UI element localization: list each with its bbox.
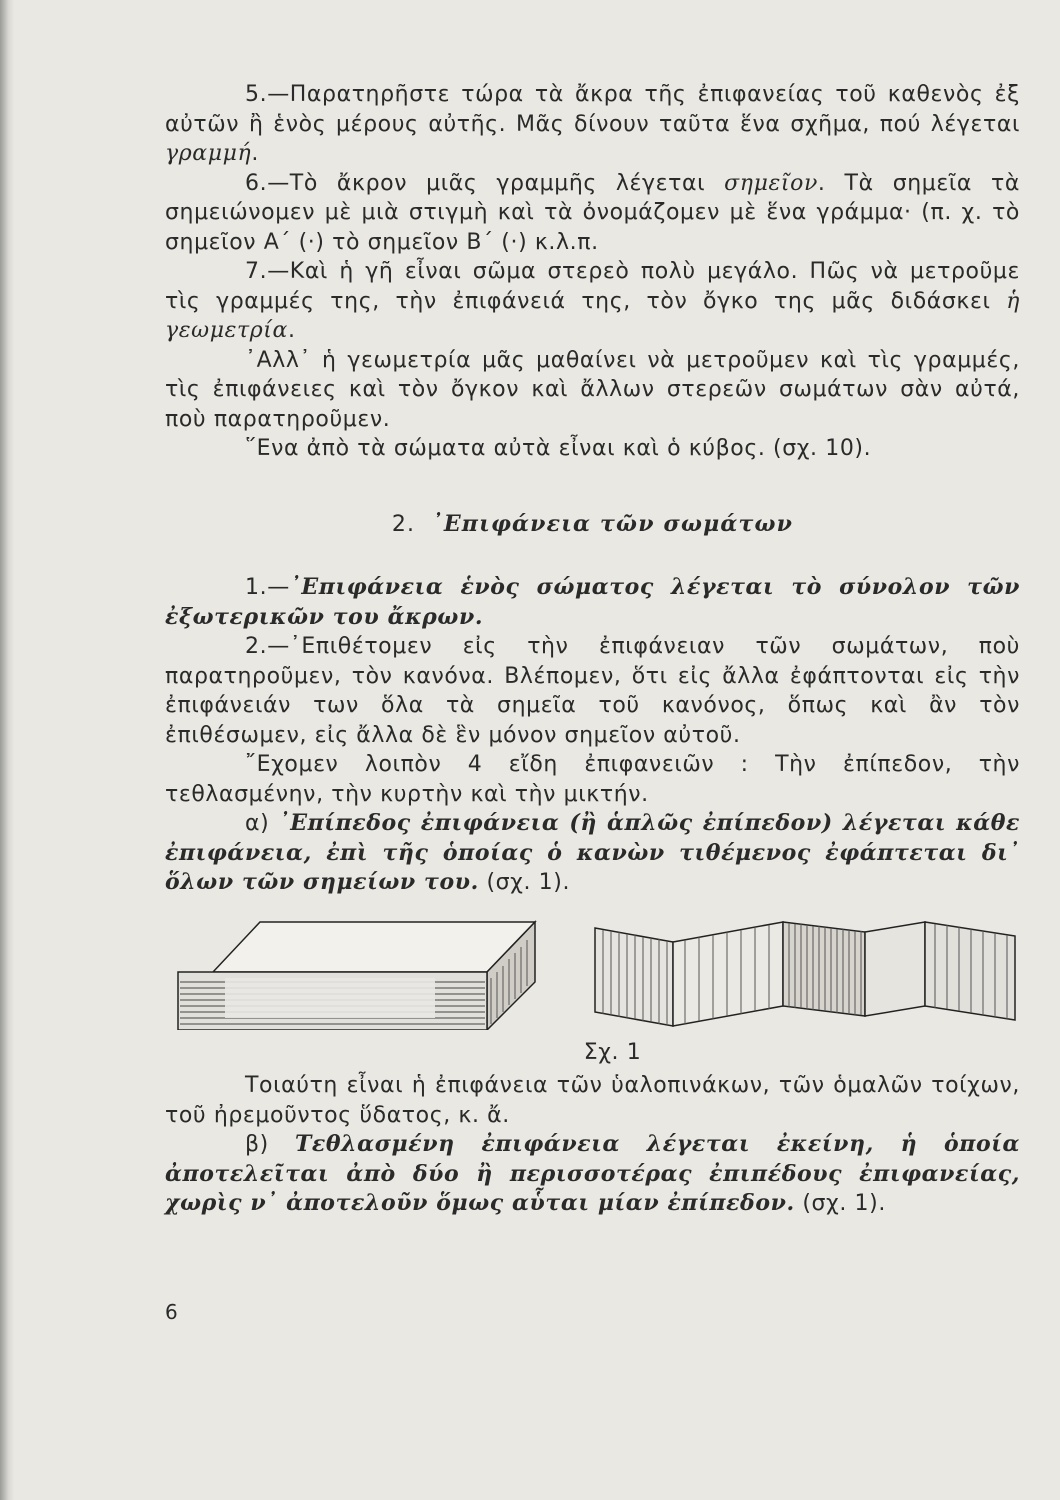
term-line: γραμμή bbox=[165, 141, 252, 166]
term-geometry: ἡ γεωμετρία bbox=[165, 288, 1020, 343]
paragraph-5-text: 5.—Παρατηρῆστε τώρα τὰ ἄκρα τῆς ἐπιφανείας τοῦ καθενὸς ἐξ αὐτῶν ἢ ἑνὸς μέρους αὐτῆς. Μᾶς δίνουν ταῦτα ἕνα σχῆμα, πού λέγεται bbox=[165, 82, 1020, 137]
paragraph-7-text: 7.—Καὶ ἡ γῆ εἶναι σῶμα στερεὸ πολὺ μεγάλο. Πῶς νὰ μετροῦμε τὶς γραμμές της, τὴν ἐπιφάνειά της, τὸν ὄγκο της μᾶς διδάσκει bbox=[165, 259, 1020, 314]
paragraph-examples: Τοιαύτη εἶναι ἡ ἐπιφάνεια τῶν ὑαλοπινάκων, τῶν ὁμαλῶν τοίχων, τοῦ ἠρεμοῦντος ὕδατος, κ. ἄ. bbox=[165, 1073, 1020, 1128]
definition-plane-text: ᾿Επίπεδος ἐπιφάνεια (ἢ ἁπλῶς ἐπίπεδον) λέγεται κάθε ἐπιφάνεια, ἐπὶ τῆς ὁποίας ὁ κανὼν τιθέμενος ἐφάπτεται δι᾿ ὅλων τῶν σημείων του. bbox=[165, 810, 1020, 895]
section-heading bbox=[165, 510, 1020, 540]
definition-plane-ref: (σχ. 1). bbox=[478, 870, 571, 895]
definition-folded-label: β) bbox=[245, 1132, 295, 1157]
definition-folded bbox=[165, 1130, 1020, 1219]
figure-1-caption: Σχ. 1 bbox=[583, 1039, 642, 1065]
paragraph-surface-kinds: ῎Εχομεν λοιπὸν 4 εἴδη ἐπιφανειῶν : Τὴν ἐπίπεδον, τὴν τεθλασμένην, τὴν κυρτὴν καὶ τὴν μικτήν. bbox=[165, 752, 1020, 807]
definition-plane bbox=[165, 809, 1020, 898]
definition-folded-ref: (σχ. 1). bbox=[794, 1191, 886, 1216]
page-body bbox=[165, 80, 1020, 1219]
paragraph-6-text: 6.—Τὸ ἄκρον μιᾶς γραμμῆς λέγεται bbox=[245, 170, 725, 196]
definition-plane-label: α) bbox=[245, 811, 279, 836]
folded-surface-illustration bbox=[595, 922, 1015, 1026]
paragraph-8: ᾿Αλλ᾿ ἡ γεωμετρία μᾶς μαθαίνει νὰ μετροῦμεν καὶ τὶς γραμμές, τὶς ἐπιφάνειες καὶ τὸν ὄγκον καὶ ἄλλων στερεῶν σωμάτων σὰν αὐτά, ποὺ παρατηροῦμεν. bbox=[165, 347, 1020, 432]
flat-slab-illustration bbox=[178, 922, 535, 1030]
figure-1-drawing bbox=[165, 920, 1020, 1030]
paragraph-7 bbox=[165, 257, 1020, 346]
definition-folded-text: Τεθλασμένη ἐπιφάνεια λέγεται ἐκείνη, ἡ ὁποία ἀποτελεῖται ἀπὸ δύο ἢ περισσοτέρας ἐπιπέδους ἐπιφανείας, χωρὶς ν᾿ ἀποτελοῦν ὅμως αὗται μίαν ἐπίπεδον. bbox=[165, 1131, 1020, 1216]
definition-surface-text: ᾿Επιφάνεια ἑνὸς σώματος λέγεται τὸ σύνολον τῶν ἐξωτερικῶν του ἄκρων. bbox=[165, 574, 1020, 630]
section-number: 2. bbox=[391, 511, 416, 537]
definition-surface bbox=[165, 573, 1020, 632]
paragraph-6-rest: . Τὰ σημεῖα τὰ σημειώνομεν μὲ μιὰ στιγμὴ καὶ τὰ ὀνομάζομεν μὲ ἕνα γράμμα· (π. χ. τὸ σημεῖον Α΄ (·) τὸ σημεῖον Β΄ (·) κ.λ.π. bbox=[165, 170, 1020, 255]
figure-1 bbox=[165, 920, 1020, 1030]
paragraph-9: ῞Ενα ἀπὸ τὰ σώματα αὐτὰ εἶναι καὶ ὁ κύβος. (σχ. 10). bbox=[245, 436, 872, 461]
paragraph-6 bbox=[165, 169, 1020, 258]
paragraph-5-end: . bbox=[251, 141, 259, 166]
paragraph-7-end: . bbox=[287, 318, 296, 343]
page-edge-shadow bbox=[0, 0, 14, 1500]
paragraph-ruler: 2.—᾿Επιθέτομεν εἰς τὴν ἐπιφάνειαν τῶν σωμάτων, ποὺ παρατηροῦμεν, τὸν κανόνα. Βλέπομεν, ὅτι εἰς ἄλλα ἐφάπτονται εἰς τὴν ἐπιφάνειάν των ὅλα τὰ σημεῖα τοῦ κανόνος, ὅπως καὶ ἂν τὸν ἐπιθέσωμεν, εἰς ἄλλα δὲ ἓν μόνον σημεῖον αὐτοῦ. bbox=[165, 634, 1020, 748]
definition-surface-number: 1.— bbox=[245, 575, 290, 600]
term-point: σημεῖον bbox=[724, 170, 818, 196]
section-title: ᾿Επιφάνεια τῶν σωμάτων bbox=[431, 510, 794, 537]
page-number: 6 bbox=[165, 1300, 178, 1324]
paragraph-5 bbox=[165, 80, 1020, 169]
